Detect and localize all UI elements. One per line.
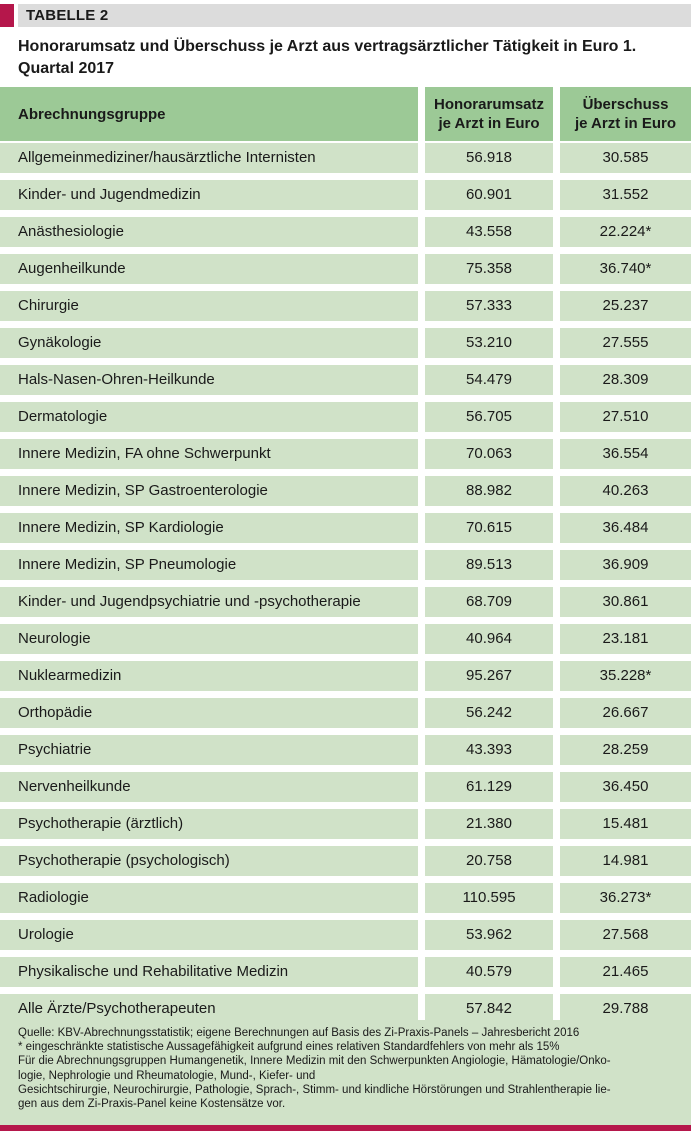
- cell-group: Anästhesiologie: [0, 217, 418, 247]
- cell-ueberschuss: 36.273*: [560, 883, 691, 913]
- cell-honorar: 21.380: [425, 809, 553, 839]
- cell-honorar: 53.210: [425, 328, 553, 358]
- footnote-line: gen aus dem Zi-Praxis-Panel keine Kostensätze vor.: [18, 1098, 286, 1111]
- cell-group: Hals-Nasen-Ohren-Heilkunde: [0, 365, 418, 395]
- cell-honorar: 40.579: [425, 957, 553, 987]
- table-row: [0, 846, 691, 883]
- cell-group: Chirurgie: [0, 291, 418, 321]
- cell-group: Psychotherapie (psychologisch): [0, 846, 418, 876]
- cell-honorar: 110.595: [425, 883, 553, 913]
- cell-honorar: 75.358: [425, 254, 553, 284]
- table-row: [0, 698, 691, 735]
- header-group: [0, 87, 418, 141]
- table-row: [0, 439, 691, 476]
- cell-ueberschuss: 21.465: [560, 957, 691, 987]
- table-row: [0, 550, 691, 587]
- cell-ueberschuss: 36.740*: [560, 254, 691, 284]
- cell-ueberschuss: 40.263: [560, 476, 691, 506]
- table-row: [0, 402, 691, 439]
- cell-honorar: 88.982: [425, 476, 553, 506]
- cell-ueberschuss: 15.481: [560, 809, 691, 839]
- cell-ueberschuss: 22.224*: [560, 217, 691, 247]
- cell-honorar: 56.918: [425, 143, 553, 173]
- cell-ueberschuss: 35.228*: [560, 661, 691, 691]
- cell-group: Psychiatrie: [0, 735, 418, 765]
- cell-honorar: 43.558: [425, 217, 553, 247]
- bottom-accent-bar: [0, 1125, 691, 1131]
- table-row: [0, 957, 691, 994]
- table-row: [0, 883, 691, 920]
- table-row: [0, 217, 691, 254]
- footnotes: [0, 1020, 691, 1125]
- footnote-line: Für die Abrechnungsgruppen Humangenetik, Innere Medizin mit den Schwerpunkten Angiologie, Hämatologie/Onko-: [18, 1055, 611, 1068]
- cell-honorar: 54.479: [425, 365, 553, 395]
- table-row: [0, 920, 691, 957]
- cell-honorar: 56.242: [425, 698, 553, 728]
- header-honorar-line2: je Arzt in Euro: [438, 115, 540, 132]
- cell-ueberschuss: 36.909: [560, 550, 691, 580]
- footnote-line: logie, Nephrologie und Rheumatologie, Mund-, Kiefer- und: [18, 1069, 316, 1082]
- header-ueberschuss-line1: Überschuss: [582, 96, 669, 113]
- cell-honorar: 70.615: [425, 513, 553, 543]
- cell-ueberschuss: 26.667: [560, 698, 691, 728]
- cell-ueberschuss: 30.861: [560, 587, 691, 617]
- cell-ueberschuss: 31.552: [560, 180, 691, 210]
- cell-group: Allgemeinmediziner/hausärztliche Internisten: [0, 143, 418, 173]
- cell-ueberschuss: 25.237: [560, 291, 691, 321]
- cell-ueberschuss: 28.309: [560, 365, 691, 395]
- cell-group: Neurologie: [0, 624, 418, 654]
- table-row: [0, 661, 691, 698]
- table-tag-label: TABELLE 2: [26, 7, 109, 24]
- table-row: [0, 254, 691, 291]
- table-row: [0, 513, 691, 550]
- cell-group: Psychotherapie (ärztlich): [0, 809, 418, 839]
- footnote-line: Gesichtschirurgie, Neurochirurgie, Pathologie, Sprach-, Stimm- und kindliche Hörstörungen und Strahlentherapie lie-: [18, 1083, 611, 1096]
- table-row: [0, 291, 691, 328]
- cell-ueberschuss: 27.568: [560, 920, 691, 950]
- header-group-label: Abrechnungsgruppe: [18, 105, 166, 123]
- cell-group: Nervenheilkunde: [0, 772, 418, 802]
- header-ueberschuss-line2: je Arzt in Euro: [574, 115, 677, 132]
- tag-background: [18, 4, 691, 27]
- footnote-line: * eingeschränkte statistische Aussagefähigkeit aufgrund eines relativen Standardfehlers von mehr als 15%: [18, 1041, 560, 1054]
- table-row: [0, 809, 691, 846]
- cell-group: Kinder- und Jugendmedizin: [0, 180, 418, 210]
- cell-ueberschuss: 29.788: [560, 994, 691, 1024]
- cell-honorar: 70.063: [425, 439, 553, 469]
- cell-group: Radiologie: [0, 883, 418, 913]
- cell-ueberschuss: 27.510: [560, 402, 691, 432]
- cell-group: Alle Ärzte/Psychotherapeuten: [0, 994, 418, 1024]
- table-header: [0, 87, 691, 145]
- table-row: [0, 180, 691, 217]
- cell-honorar: 20.758: [425, 846, 553, 876]
- cell-ueberschuss: 30.585: [560, 143, 691, 173]
- cell-group: Innere Medizin, SP Kardiologie: [0, 513, 418, 543]
- cell-ueberschuss: 36.484: [560, 513, 691, 543]
- table-row: [0, 735, 691, 772]
- cell-ueberschuss: 36.554: [560, 439, 691, 469]
- cell-honorar: 43.393: [425, 735, 553, 765]
- cell-honorar: 56.705: [425, 402, 553, 432]
- table-row: [0, 587, 691, 624]
- table-tag-bar: [0, 4, 691, 27]
- cell-honorar: 68.709: [425, 587, 553, 617]
- cell-group: Orthopädie: [0, 698, 418, 728]
- table-row: [0, 772, 691, 809]
- cell-group: Innere Medizin, FA ohne Schwerpunkt: [0, 439, 418, 469]
- cell-honorar: 61.129: [425, 772, 553, 802]
- table-row: [0, 476, 691, 513]
- table-body: [0, 143, 691, 1031]
- table-row: [0, 143, 691, 180]
- cell-group: Augenheilkunde: [0, 254, 418, 284]
- header-ueberschuss: [560, 87, 691, 141]
- cell-honorar: 40.964: [425, 624, 553, 654]
- cell-group: Nuklearmedizin: [0, 661, 418, 691]
- cell-honorar: 57.842: [425, 994, 553, 1024]
- header-honorar: [425, 87, 553, 141]
- header-honorar-line1: Honorarumsatz: [433, 96, 545, 113]
- table-title: Honorarumsatz und Überschuss je Arzt aus vertragsärztlicher Tätigkeit in Euro 1. Quartal 2017: [18, 38, 637, 77]
- cell-honorar: 53.962: [425, 920, 553, 950]
- cell-honorar: 60.901: [425, 180, 553, 210]
- cell-honorar: 89.513: [425, 550, 553, 580]
- cell-ueberschuss: 36.450: [560, 772, 691, 802]
- cell-ueberschuss: 27.555: [560, 328, 691, 358]
- cell-ueberschuss: 23.181: [560, 624, 691, 654]
- table-row: [0, 624, 691, 661]
- cell-group: Gynäkologie: [0, 328, 418, 358]
- cell-honorar: 95.267: [425, 661, 553, 691]
- cell-ueberschuss: 14.981: [560, 846, 691, 876]
- cell-group: Urologie: [0, 920, 418, 950]
- table-row: [0, 328, 691, 365]
- table-row: [0, 365, 691, 402]
- cell-ueberschuss: 28.259: [560, 735, 691, 765]
- accent-marker: [0, 4, 14, 27]
- cell-honorar: 57.333: [425, 291, 553, 321]
- cell-group: Innere Medizin, SP Gastroenterologie: [0, 476, 418, 506]
- cell-group: Physikalische und Rehabilitative Medizin: [0, 957, 418, 987]
- footnote-line: Quelle: KBV-Abrechnungsstatistik; eigene Berechnungen auf Basis des Zi-Praxis-Panels – Jahresbericht 2016: [18, 1027, 580, 1039]
- cell-group: Innere Medizin, SP Pneumologie: [0, 550, 418, 580]
- cell-group: Dermatologie: [0, 402, 418, 432]
- cell-group: Kinder- und Jugendpsychiatrie und -psychotherapie: [0, 587, 418, 617]
